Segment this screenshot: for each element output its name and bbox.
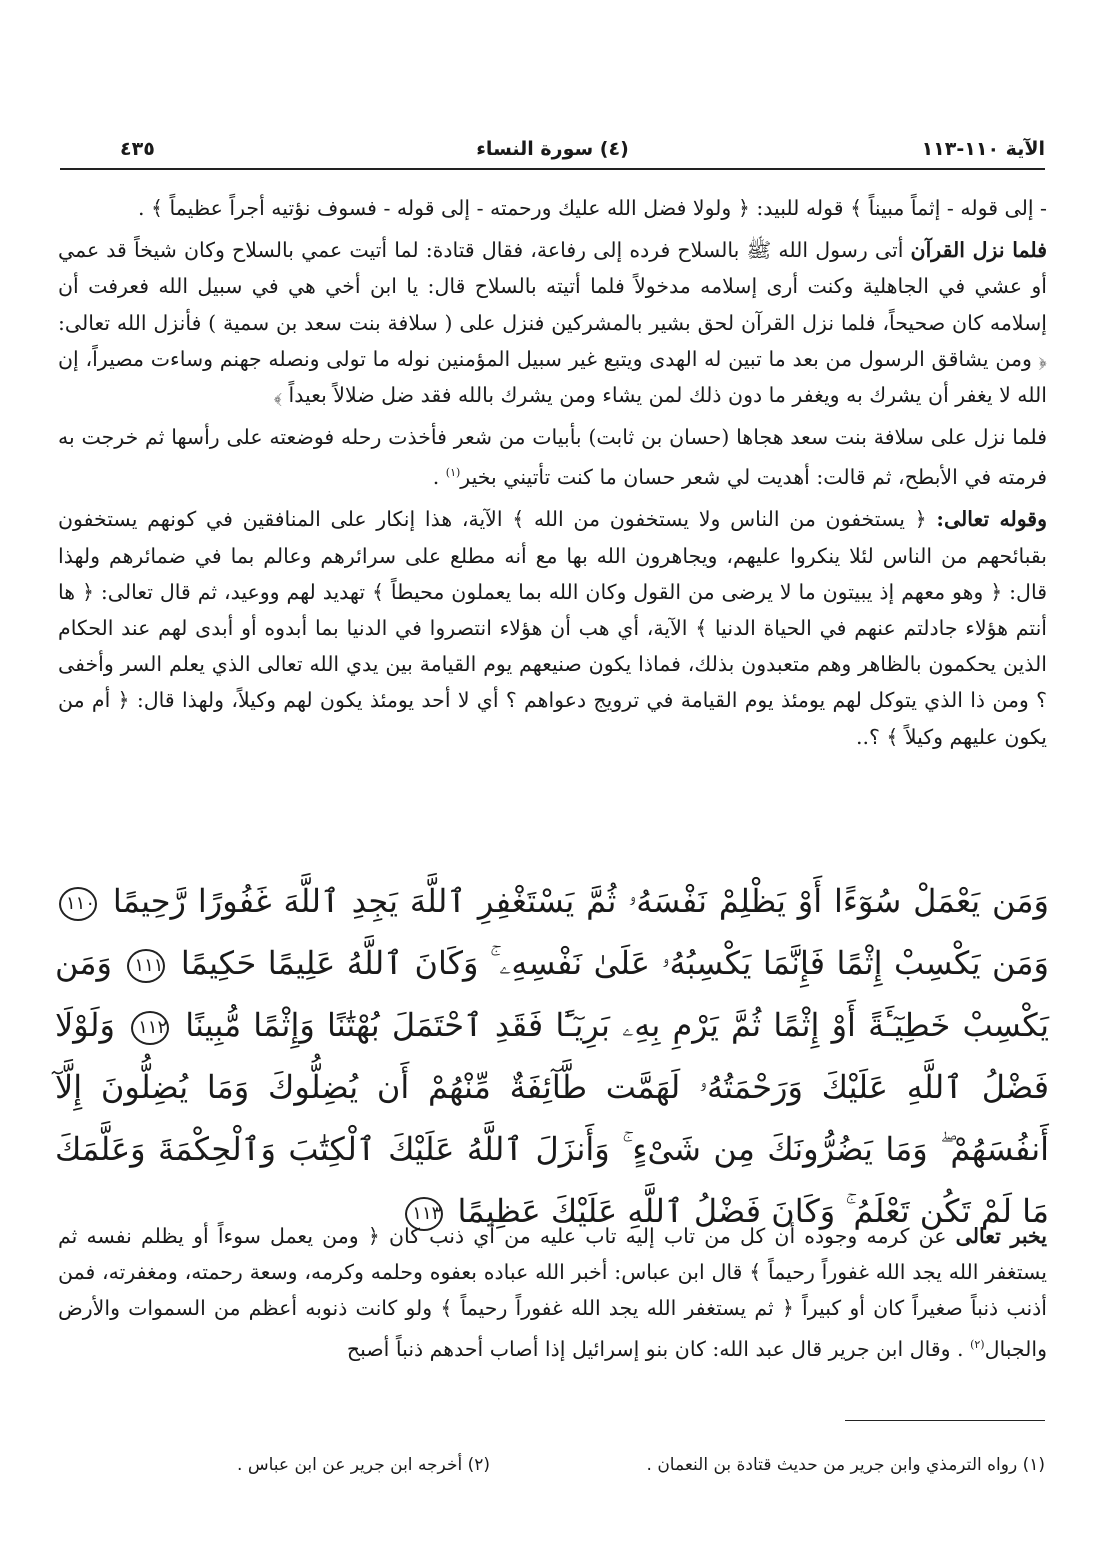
footnote-1: (١) رواه الترمذي وابن جرير من حديث قتادة بن النعمان . xyxy=(646,1455,1045,1475)
paragraph-end: . xyxy=(432,465,446,490)
ayah-number: ١١٠ xyxy=(59,887,97,921)
paragraph-end: . وقال ابن جرير قال عبد الله: كان بنو إسرائيل إذا أصاب أحدهم ذنباً أصبح xyxy=(346,1336,971,1361)
footnotes xyxy=(60,1455,1045,1485)
verse-range: الآية ١١٠-١١٣ xyxy=(921,138,1045,160)
paragraph xyxy=(58,501,1047,754)
paragraph: - إلى قوله - إثماً مبيناً ﴾ قوله للبيد: ﴿ ولولا فضل الله عليك ورحمته - إلى قوله - فسوف نؤتيه أجراً عظيماً ﴾ . xyxy=(138,196,1047,220)
footnote-2: (٢) أخرجه ابن جرير عن ابن عباس . xyxy=(237,1455,490,1475)
paragraph xyxy=(58,232,1047,413)
page-header xyxy=(60,138,1045,170)
paragraph-lead: يخبر تعالى xyxy=(955,1224,1047,1248)
page-number: ٤٣٥ xyxy=(120,138,155,160)
paragraph xyxy=(58,1218,1047,1367)
quran-verses xyxy=(55,870,1049,1242)
commentary-section-1 xyxy=(58,190,1047,761)
footnote-divider xyxy=(845,1420,1045,1421)
ayah-number: ١١٣ xyxy=(405,1197,443,1231)
paragraph-text: عن كرمه وجوده أن كل من تاب إليه تاب عليه من أي ذنب كان ﴿ ومن يعمل سوءاً أو يظلم نفسه ثم يستغفر الله يجد الله غفوراً رحيماً ﴾ قال ابن عباس: أخبر الله عباده بعفوه وحلمه وكرمه، وسعة رحمته، ومغفرته، فمن أذنب ذنباً صغيراً كان أو كبيراً ﴿ ثم يستغفر الله يجد الله غفوراً رحيماً ﴾ ولو كانت ذنوبه أعظم من السموات والأرض والجبال xyxy=(58,1224,1047,1361)
paragraph-text: فلما نزل على سلافة بنت سعد هجاها (حسان بن ثابت) بأبيات من شعر فأخذت رحله فوضعته على رأسها ثم خرجت به فرمته في الأبطح، ثم قالت: أهديت لي شعر حسان ما كنت تأتيني بخير xyxy=(58,425,1047,490)
ayah-text: وَمَن يَعْمَلْ سُوٓءًا أَوْ يَظْلِمْ نَفْسَهُۥ ثُمَّ يَسْتَغْفِرِ ٱللَّهَ يَجِدِ ٱللَّهَ غَفُورًا رَّحِيمًا xyxy=(112,882,1050,920)
paragraph-text: أتى رسول الله ﷺ بالسلاح فرده إلى رفاعة، فقال قتادة: لما أتيت عمي بالسلاح وكان شيخاً قد عمي أو عشي في الجاهلية وكنت أرى إسلامه مدخولاً فلما أتيته بالسلاح قال: يا ابن أخي هي في سبيل الله فعرفت أن إسلامه كان صحيحاً، فلما نزل القرآن لحق بشير بالمشركين فنزل على ( سلافة بنت سعد بن سمية ) فأنزل الله تعالى: ﴿ ومن يشاقق الرسول من بعد ما تبين له الهدى ويتبع غير سبيل المؤمنين نوله ما تولى ونصله جهنم وساءت مصيراً، إن الله لا يغفر أن يشرك به ويغفر ما دون ذلك لمن يشاء ومن يشرك بالله فقد ضل ضلالاً بعيداً ﴾ xyxy=(58,238,1047,408)
ayah-text: وَلَوْلَا فَضْلُ ٱللَّهِ عَلَيْكَ وَرَحْمَتُهُۥ لَهَمَّت طَّآئِفَةٌ مِّنْهُمْ أَن يُضِلُّوكَ وَمَا يُضِلُّونَ إِلَّآ أَنفُسَهُمْ ۖ وَمَا يَضُرُّونَكَ مِن شَىْءٍ ۚ وَأَنزَلَ ٱللَّهُ عَلَيْكَ ٱلْكِتَٰبَ وَٱلْحِكْمَةَ وَعَلَّمَكَ مَا لَمْ تَكُن تَعْلَمُ ۚ وَكَانَ فَضْلُ ٱللَّهِ عَلَيْكَ عَظِيمًا xyxy=(55,1006,1049,1230)
footnote-ref: (١) xyxy=(445,466,461,480)
paragraph-lead: وقوله تعالى: xyxy=(936,507,1048,532)
surah-title: (٤) سورة النساء xyxy=(476,138,629,160)
ayah-number: ١١٢ xyxy=(131,1011,169,1045)
ayah-text: وَمَن يَكْسِبْ خَطِيٓـَٔةً أَوْ إِثْمًا ثُمَّ يَرْمِ بِهِۦ بَرِيٓـًٔا فَقَدِ ٱحْتَمَلَ بُهْتَٰنًا وَإِثْمًا مُّبِينًا xyxy=(55,944,1049,1044)
paragraph xyxy=(58,419,1047,495)
ayah-number: ١١١ xyxy=(127,949,165,983)
paragraph-lead: فلما نزل القرآن xyxy=(910,238,1047,263)
commentary-section-2 xyxy=(58,1218,1047,1373)
footnote-ref: (٢) xyxy=(970,1337,985,1351)
paragraph-text: ﴿ يستخفون من الناس ولا يستخفون من الله ﴾ الآية، هذا إنكار على المنافقين في كونهم يستخفون بقبائحهم من الناس لئلا ينكروا عليهم، ويجاهرون الله بها مع أنه مطلع على سرائرهم وعالم بما في ضمائرهم ولهذا قال: ﴿ وهو معهم إذ يبيتون ما لا يرضى من القول وكان الله بما يعملون محيطاً ﴾ تهديد لهم ووعيد، ثم قال تعالى: ﴿ ها أنتم هؤلاء جادلتم عنهم في الحياة الدنيا ﴾ الآية، أي هب أن هؤلاء انتصروا في الدنيا بما أبدوه أو أبدى لهم عند الحكام الذين يحكمون بالظاهر وهم متعبدون بذلك، فماذا يكون صنيعهم يوم القيامة بين يدي الله تعالى الذي يعلم السر وأخفى ؟ ومن ذا الذي يتوكل لهم يومئذ يوم القيامة في ترويج دعواهم ؟ أي لا أحد يومئذ يكون لهم وكيلاً، ولهذا قال: ﴿ أم من يكون عليهم وكيلاً ﴾ ؟.. xyxy=(58,507,1047,749)
ayah-text: وَمَن يَكْسِبْ إِثْمًا فَإِنَّمَا يَكْسِبُهُۥ عَلَىٰ نَفْسِهِۦ ۚ وَكَانَ ٱللَّهُ عَلِيمًا حَكِيمًا xyxy=(180,944,1049,982)
